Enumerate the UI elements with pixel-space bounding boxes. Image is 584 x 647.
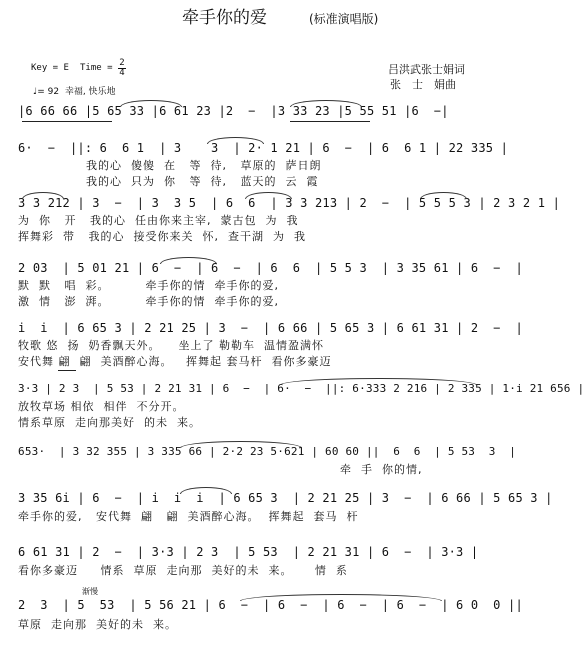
- slur-mark: [207, 137, 264, 144]
- lyric-line-3-verse-1: 为 你 开 我的心 任由你来主宰, 蒙古包 为 我: [18, 214, 299, 227]
- notation-row-3: 3 3 212 | 3 − | 3 3 5 | 6 6 | 3 3 213 | 2 − | 5 5 5 3 | 2 3 2 1 |: [18, 196, 560, 210]
- lyric-line-4-verse-1: 默 默 唱 彩。 牵手你的情 牵手你的爱,: [18, 279, 279, 292]
- notation-row-4: 2 03 | 5 01 21 | 6 − | 6 − | 6 6 | 5 5 3 | 3 35 61 | 6 − |: [18, 261, 523, 275]
- lyric-line-8: 牵手你的爱, 安代舞 翩 翩 美酒醉心海。 挥舞起 套马 杆: [18, 510, 359, 523]
- beam-line: [290, 121, 370, 122]
- slur-mark: [22, 192, 64, 199]
- lyric-line-3-verse-2: 挥舞彩 带 我的心 接受你来关 怀, 查干湖 为 我: [18, 230, 306, 243]
- lyric-line-9: 看你多豪迈 情系 草原 走向那 美好的未 来。 情 系: [18, 564, 348, 577]
- slur-mark: [290, 100, 362, 107]
- slur-mark: [180, 487, 232, 494]
- lyric-line-7: 牵 手 你的情,: [340, 463, 423, 476]
- slur-mark: [245, 192, 292, 199]
- ritardando-marking: 渐慢: [82, 587, 98, 596]
- tie-mark: [240, 594, 442, 601]
- time-signature-numerator: 2: [119, 58, 125, 68]
- key-signature: Key = E: [31, 63, 69, 73]
- song-subtitle: (标准演唱版): [309, 12, 379, 26]
- time-signature-denominator: 4: [119, 68, 125, 78]
- lyric-line-6-verse-2: 情系草原 走向那美好 的未 来。: [18, 416, 201, 429]
- lyricist-credit: 吕洪武张士娟词: [388, 63, 465, 76]
- slur-mark: [120, 100, 182, 107]
- notation-row-5: i i | 6 65 3 | 2 21 25 | 3 − | 6 66 | 5 65 3 | 6 61 31 | 2 − |: [18, 321, 523, 335]
- notation-row-2: 6· − ||: 6 6 1 | 3 3 | 2· 1 21 | 6 − | 6 6 1 | 22 335 |: [18, 141, 509, 155]
- slur-mark: [280, 378, 477, 385]
- lyric-line-2-verse-2: 我的心 只为 你 等 待, 蓝天的 云 霞: [86, 175, 319, 188]
- composer-credit: 张 士 娟曲: [390, 78, 456, 91]
- time-signature-label: Time =: [80, 63, 113, 73]
- beam-line: [22, 121, 112, 122]
- notation-row-10: 2 3 | 5 53 | 5 56 21 | 6 − | 6 − | 6 − | 6 − | 6 0 0 ||: [18, 598, 523, 612]
- lyric-underline: [58, 370, 76, 371]
- lyric-line-5-verse-2: 安代舞 翩 翩 美酒醉心海。 挥舞起 套马杆 看你多豪迈: [18, 355, 332, 368]
- slur-mark: [420, 192, 467, 199]
- lyric-line-4-verse-2: 激 情 澎 湃。 牵手你的情 牵手你的爱,: [18, 295, 279, 308]
- tempo-marking: ♩= 92 幸福, 快乐地: [33, 87, 116, 97]
- lyric-line-5-verse-1: 牧歌 悠 扬 奶香飘天外。 坐上了 勒勒车 温情盈满怀: [18, 339, 324, 352]
- song-title: 牵手你的爱: [182, 8, 267, 28]
- notation-row-7: 653· | 3 32 355 | 3 335 66 | 2·2 23 5·621 | 60 60 || 6 6 | 5 53 3 |: [18, 445, 517, 458]
- notation-row-6: 3·3 | 2 3 | 5 53 | 2 21 31 | 6 − | 6· − ||: 6·333 2 216 | 2 335 | 1·i 21 656 |: [18, 382, 584, 395]
- notation-row-8: 3 35 6i | 6 − | i i i | 6 65 3 | 2 21 25 | 3 − | 6 66 | 5 65 3 |: [18, 491, 553, 505]
- time-signature: [118, 59, 126, 78]
- lyric-line-2-verse-1: 我的心 傻傻 在 等 待, 草原的 萨日朗: [86, 159, 322, 172]
- slur-mark: [160, 257, 217, 264]
- lyric-line-10: 草原 走向那 美好的未 来。: [18, 618, 177, 631]
- notation-row-9: 6 61 31 | 2 − | 3·3 | 2 3 | 5 53 | 2 21 31 | 6 − | 3·3 |: [18, 545, 479, 559]
- lyric-line-6-verse-1: 放牧草场 相依 相伴 不分开。: [18, 400, 185, 413]
- notation-row-1: |6 66 66 |5 65 33 |6 61 23 |2 − |3 33 23 |5 55 51 |6 −|: [18, 104, 449, 118]
- slur-mark: [180, 441, 302, 448]
